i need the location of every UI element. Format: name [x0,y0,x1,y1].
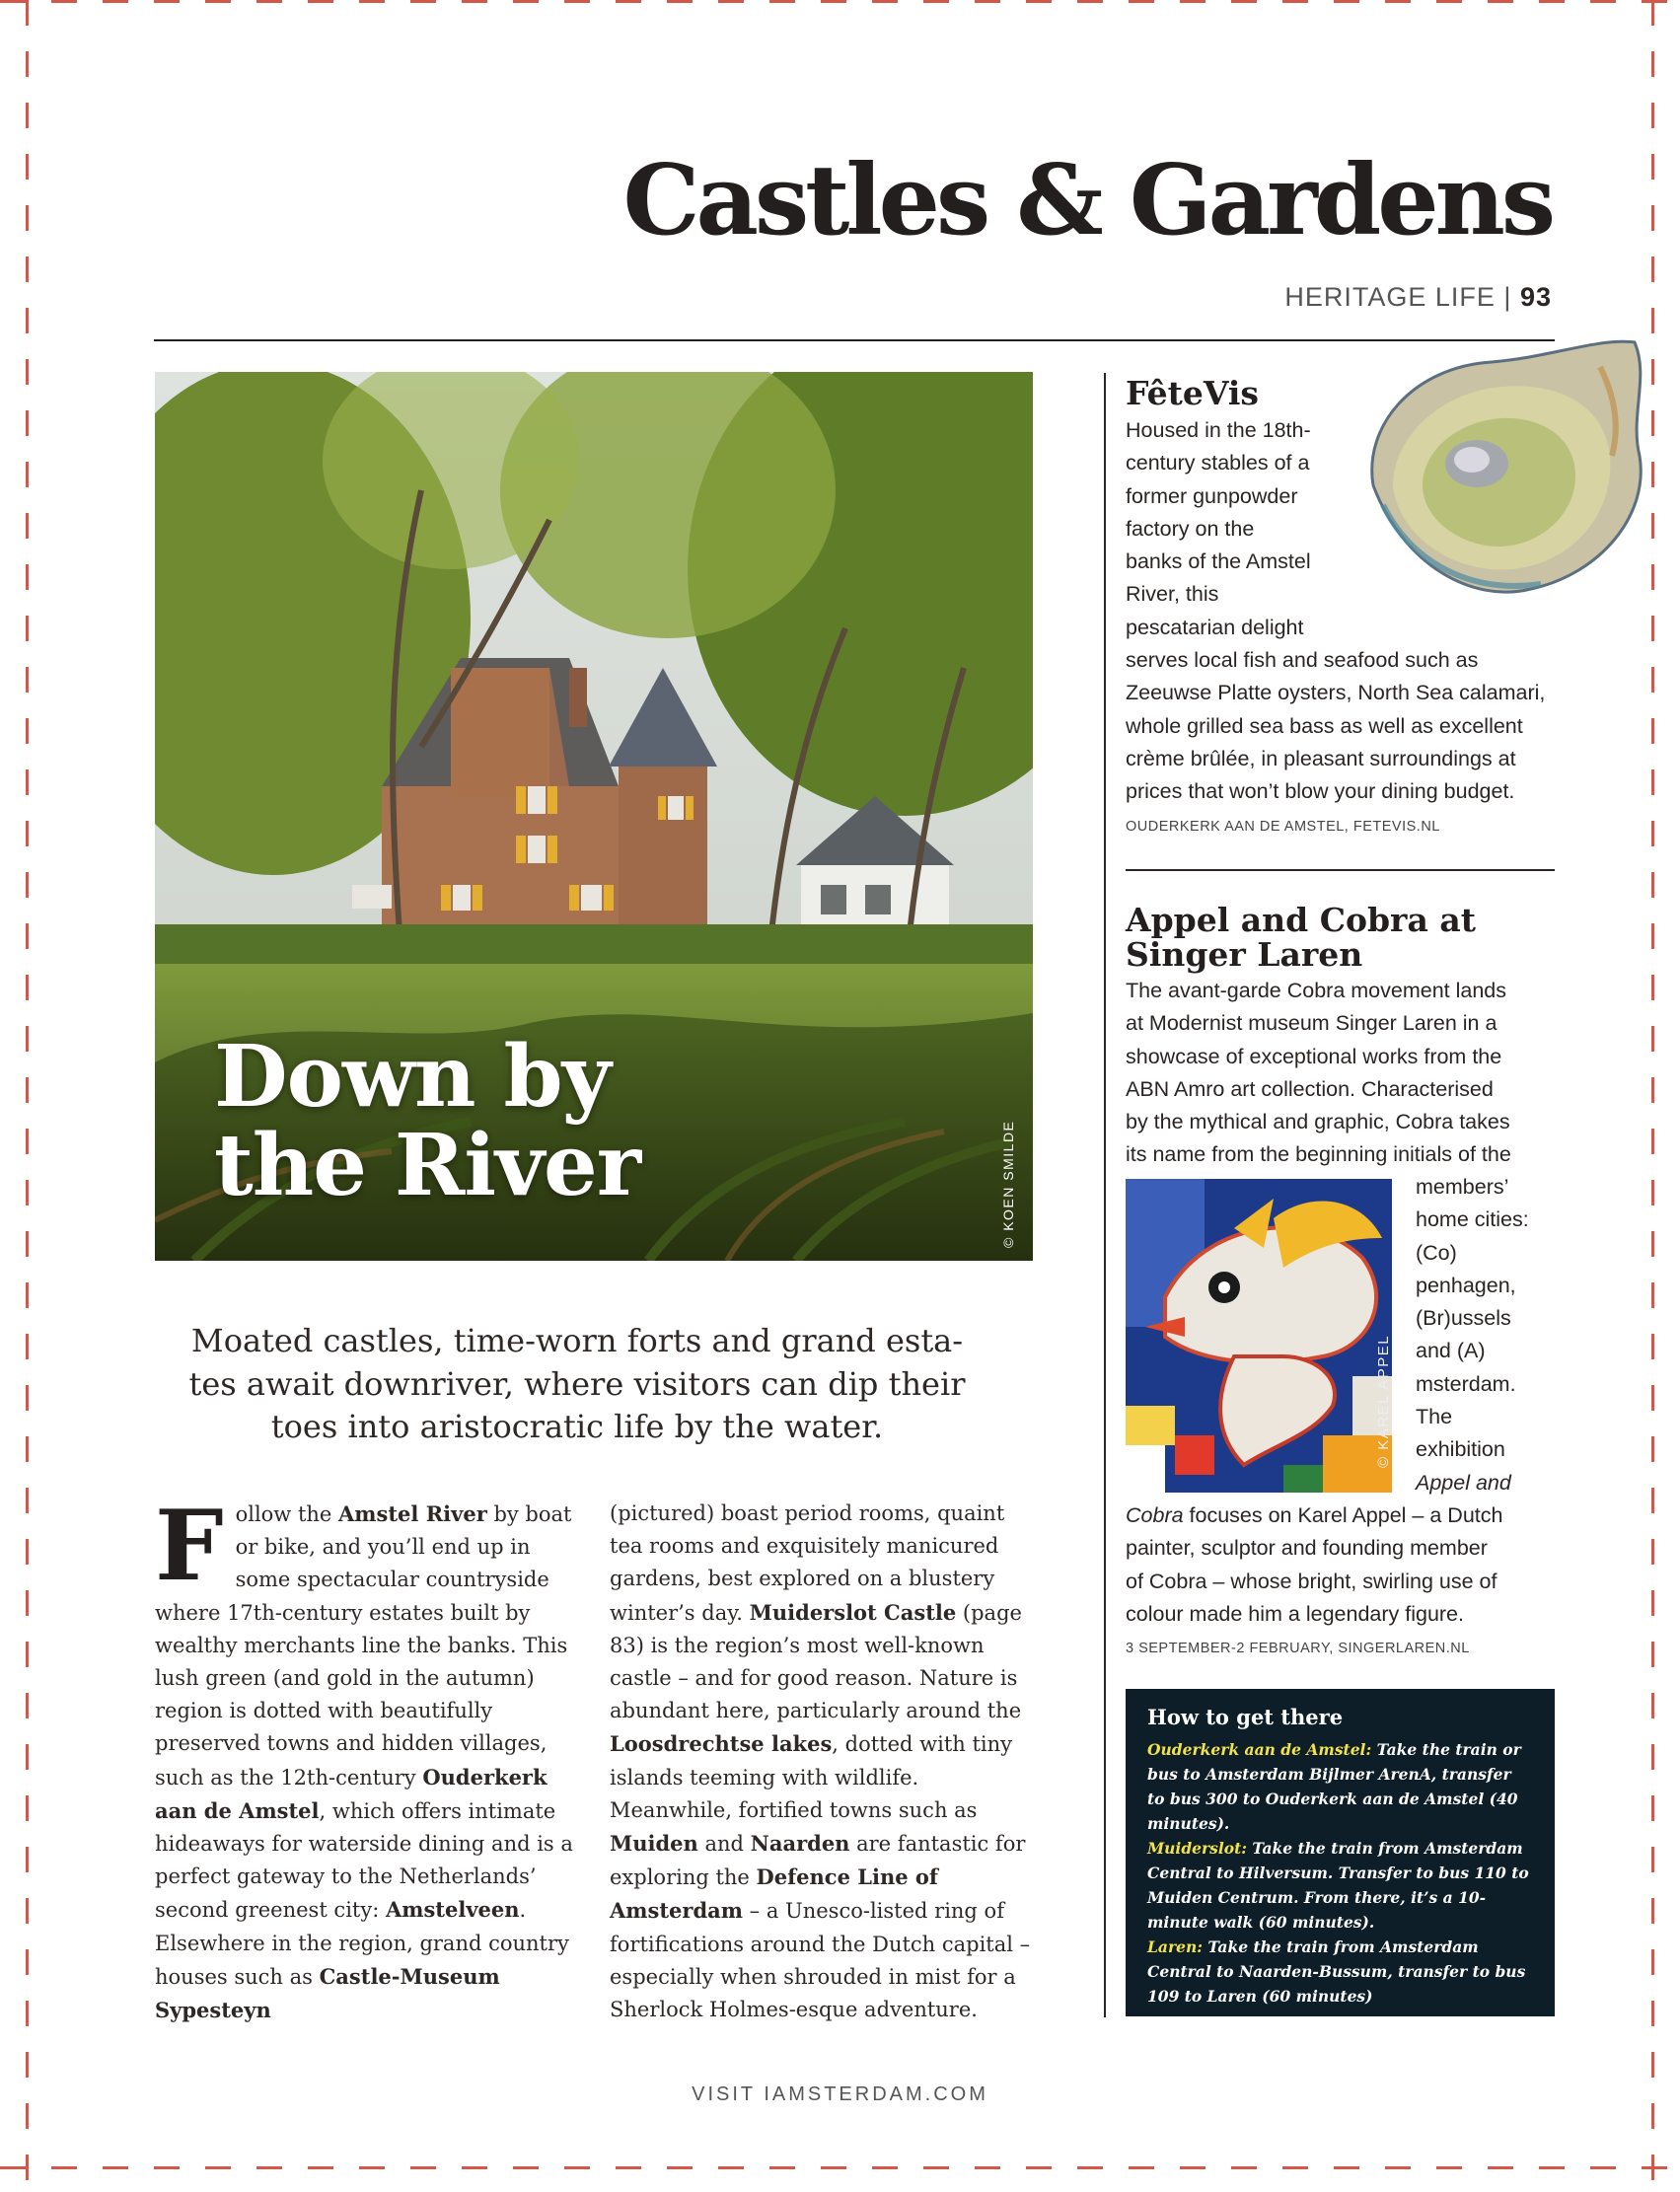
body-highlight: Ouderkerk aan de Amstel [155,1764,548,1823]
appel-wrap-line: exhibition [1416,1437,1505,1462]
fetevis-line: serves local fish and seafood such as [1126,648,1479,673]
route-destination: Muiderslot: [1147,1839,1248,1859]
route-item [1147,1737,1533,1836]
column-divider [1104,373,1106,2017]
appel-body-line: of Cobra – whose bright, swirling use of [1126,1569,1497,1593]
appel-cobra-heading [1126,901,1476,974]
crop-mark-bottom [0,2166,1680,2169]
appel-cobra-wrap-text [1416,1171,1564,1499]
appel-wrap-line: penhagen, [1416,1273,1516,1297]
appel-cobra-dates: 3 SEPTEMBER-2 FEBRUARY, SINGERLAREN.NL [1126,1641,1470,1656]
appel-intro-line: ABN Amro art collection. Characterised [1126,1076,1494,1101]
route-destination: Ouderkerk aan de Amstel: [1147,1740,1372,1760]
body-highlight: Defence Line of Amsterdam [610,1864,938,1924]
photo-credit: © KOEN SMILDE [1000,1120,1016,1248]
how-to-get-there-box [1126,1689,1555,2016]
route-directions: Take the train from Amsterdam Central to Naarden-Bussum, transfer to bus 109 to Laren (60 minutes) [1147,1937,1526,2007]
fetevis-line: factory on the [1126,516,1255,541]
fetevis-address: OUDERKERK AAN DE AMSTEL, FETEVIS.NL [1126,819,1440,835]
feature-headline-line-2: the River [214,1116,641,1216]
feature-headline [214,1027,641,1216]
fetevis-line: former gunpowder [1126,483,1298,508]
karel-appel-painting [1126,1179,1392,1493]
standfirst: Moated castles, time-worn forts and grand esta-tes await downriver, where visitors can dip their toes into aristocratic life by the water. [188,1322,966,1446]
body-column-1 [155,1490,577,2027]
fetevis-line: River, this [1126,582,1219,607]
appel-wrap-line: home cities: [1416,1207,1529,1232]
appel-wrap-line: members’ [1416,1175,1509,1199]
fetevis-line: century stables of a [1126,451,1310,475]
how-to-get-there-title: How to get there [1147,1705,1344,1729]
body-highlight: Amstelveen [385,1897,520,1923]
body-text: , which offers intimate hideaways for waterside dining and is a perfect gateway to the Netherlands’ second greenest city: [155,1798,573,1923]
appel-wrap-line: msterdam. [1416,1371,1516,1396]
painting-credit: © KAREL APPEL [1375,1334,1392,1468]
appel-cobra-heading-line-2: Singer Laren [1126,934,1363,974]
route-item [1147,1935,1533,2009]
body-column-2 [610,1498,1032,2026]
appel-wrap-line: (Co) [1416,1240,1457,1265]
hero-photo [155,372,1033,1261]
appel-body-line: focuses on Karel Appel – a Dutch [1183,1503,1503,1527]
appel-intro-line: its name from the beginning initials of the [1126,1142,1511,1167]
fetevis-line: Housed in the 18th- [1126,418,1311,442]
body-highlight: Naarden [750,1831,850,1857]
appel-wrap-line: (Br)ussels [1416,1306,1511,1331]
body-highlight: Loosdrechtse lakes [610,1731,833,1757]
appel-cobra-intro [1126,975,1560,1172]
exhibition-title-part: Cobra [1126,1503,1184,1527]
running-head [1284,282,1552,313]
body-highlight: Muiderslot Castle [749,1599,957,1625]
body-highlight: Muiden [610,1831,698,1857]
running-head-separator: | [1495,282,1520,312]
crop-mark-top [0,0,1680,3]
body-highlight: Amstel River [338,1501,487,1526]
fetevis-line: banks of the Amstel [1126,549,1311,574]
appel-intro-line: by the mythical and graphic, Cobra takes [1126,1110,1510,1134]
fetevis-line: Zeeuwse Platte oysters, North Sea calamari, [1126,681,1546,705]
route-item [1147,1836,1533,1935]
sidebar-rule [1126,869,1555,871]
fetevis-line: prices that won’t blow your dining budget. [1126,779,1515,804]
body-text: are fantastic for exploring the [610,1832,1026,1890]
body-text: and [697,1832,751,1857]
body-text: by boat or bike, and you’ll end up in some spectacular countryside where 17th-century estates built by wealthy merchants line the banks. This lush green (and gold in the autumn) region is dotted with beautifully preserved towns and hidden villages, such as the 12th-century [155,1502,572,1790]
appel-intro-line: at Modernist museum Singer Laren in a [1126,1011,1497,1036]
exhibition-title-part: Appel and [1416,1470,1511,1495]
appel-cobra-heading-line-1: Appel and Cobra at [1126,901,1476,939]
appel-cobra-body [1126,1499,1560,1631]
appel-wrap-line: and (A) [1416,1339,1486,1363]
page-number: 93 [1519,282,1552,312]
appel-body-line: painter, sculptor and founding member [1126,1536,1488,1561]
drop-cap: F [155,1490,224,1603]
fetevis-line: whole grilled sea bass as well as excellent [1126,713,1523,738]
body-text: (page 83) is the region’s most well-known castle – and for good reason. Nature is abundant here, particularly around the [610,1600,1022,1723]
appel-intro-line: showcase of exceptional works from the [1126,1044,1502,1068]
appel-body-line: colour made him a legendary figure. [1126,1601,1464,1626]
page-footer: VISIT IAMSTERDAM.COM [692,2083,988,2105]
fetevis-heading: FêteVis [1126,374,1259,412]
body-highlight: Castle-Museum Sypesteyn [155,1963,500,2023]
body-text: ollow the [235,1502,339,1526]
body-text: (pictured) boast period rooms, quaint tea rooms and exquisitely manicured gardens, best explored on a blustery winter’s day. [610,1501,1005,1625]
page-title: Castles & Gardens [622,144,1552,257]
route-destination: Laren: [1147,1937,1203,1957]
route-directions: Take the train from Amsterdam Central to Hilversum. Transfer to bus 110 to Muiden Centrum. From there, it’s a 10-minute walk (60 minutes). [1147,1839,1529,1933]
appel-intro-line: The avant-garde Cobra movement lands [1126,979,1507,1002]
fetevis-line: pescatarian delight [1126,615,1304,639]
fetevis-line: crème brûlée, in pleasant surroundings at [1126,746,1516,770]
fetevis-body [1126,414,1560,809]
header-rule [154,339,1555,341]
body-text: – a Unesco-listed ring of fortifications around the Dutch capital – especially when shrouded in mist for a Sherlock Holmes-esque adventure. [610,1899,1031,2022]
appel-wrap-line: The [1416,1405,1453,1429]
feature-headline-line-1: Down by [214,1027,611,1127]
how-to-get-there-list [1147,1737,1533,2009]
body-text: . Elsewhere in the region, grand country houses such as [155,1898,569,1989]
crop-mark-right [1651,0,1654,2192]
section-name: HERITAGE LIFE [1284,282,1496,312]
route-directions: Take the train or bus to Amsterdam Bijlmer ArenA, transfer to bus 300 to Ouderkerk aan de Amstel (40 minutes). [1147,1740,1521,1834]
body-text: , dotted with tiny islands teeming with wildlife. Meanwhile, fortified towns such as [610,1732,1013,1822]
crop-mark-left [26,0,29,2192]
